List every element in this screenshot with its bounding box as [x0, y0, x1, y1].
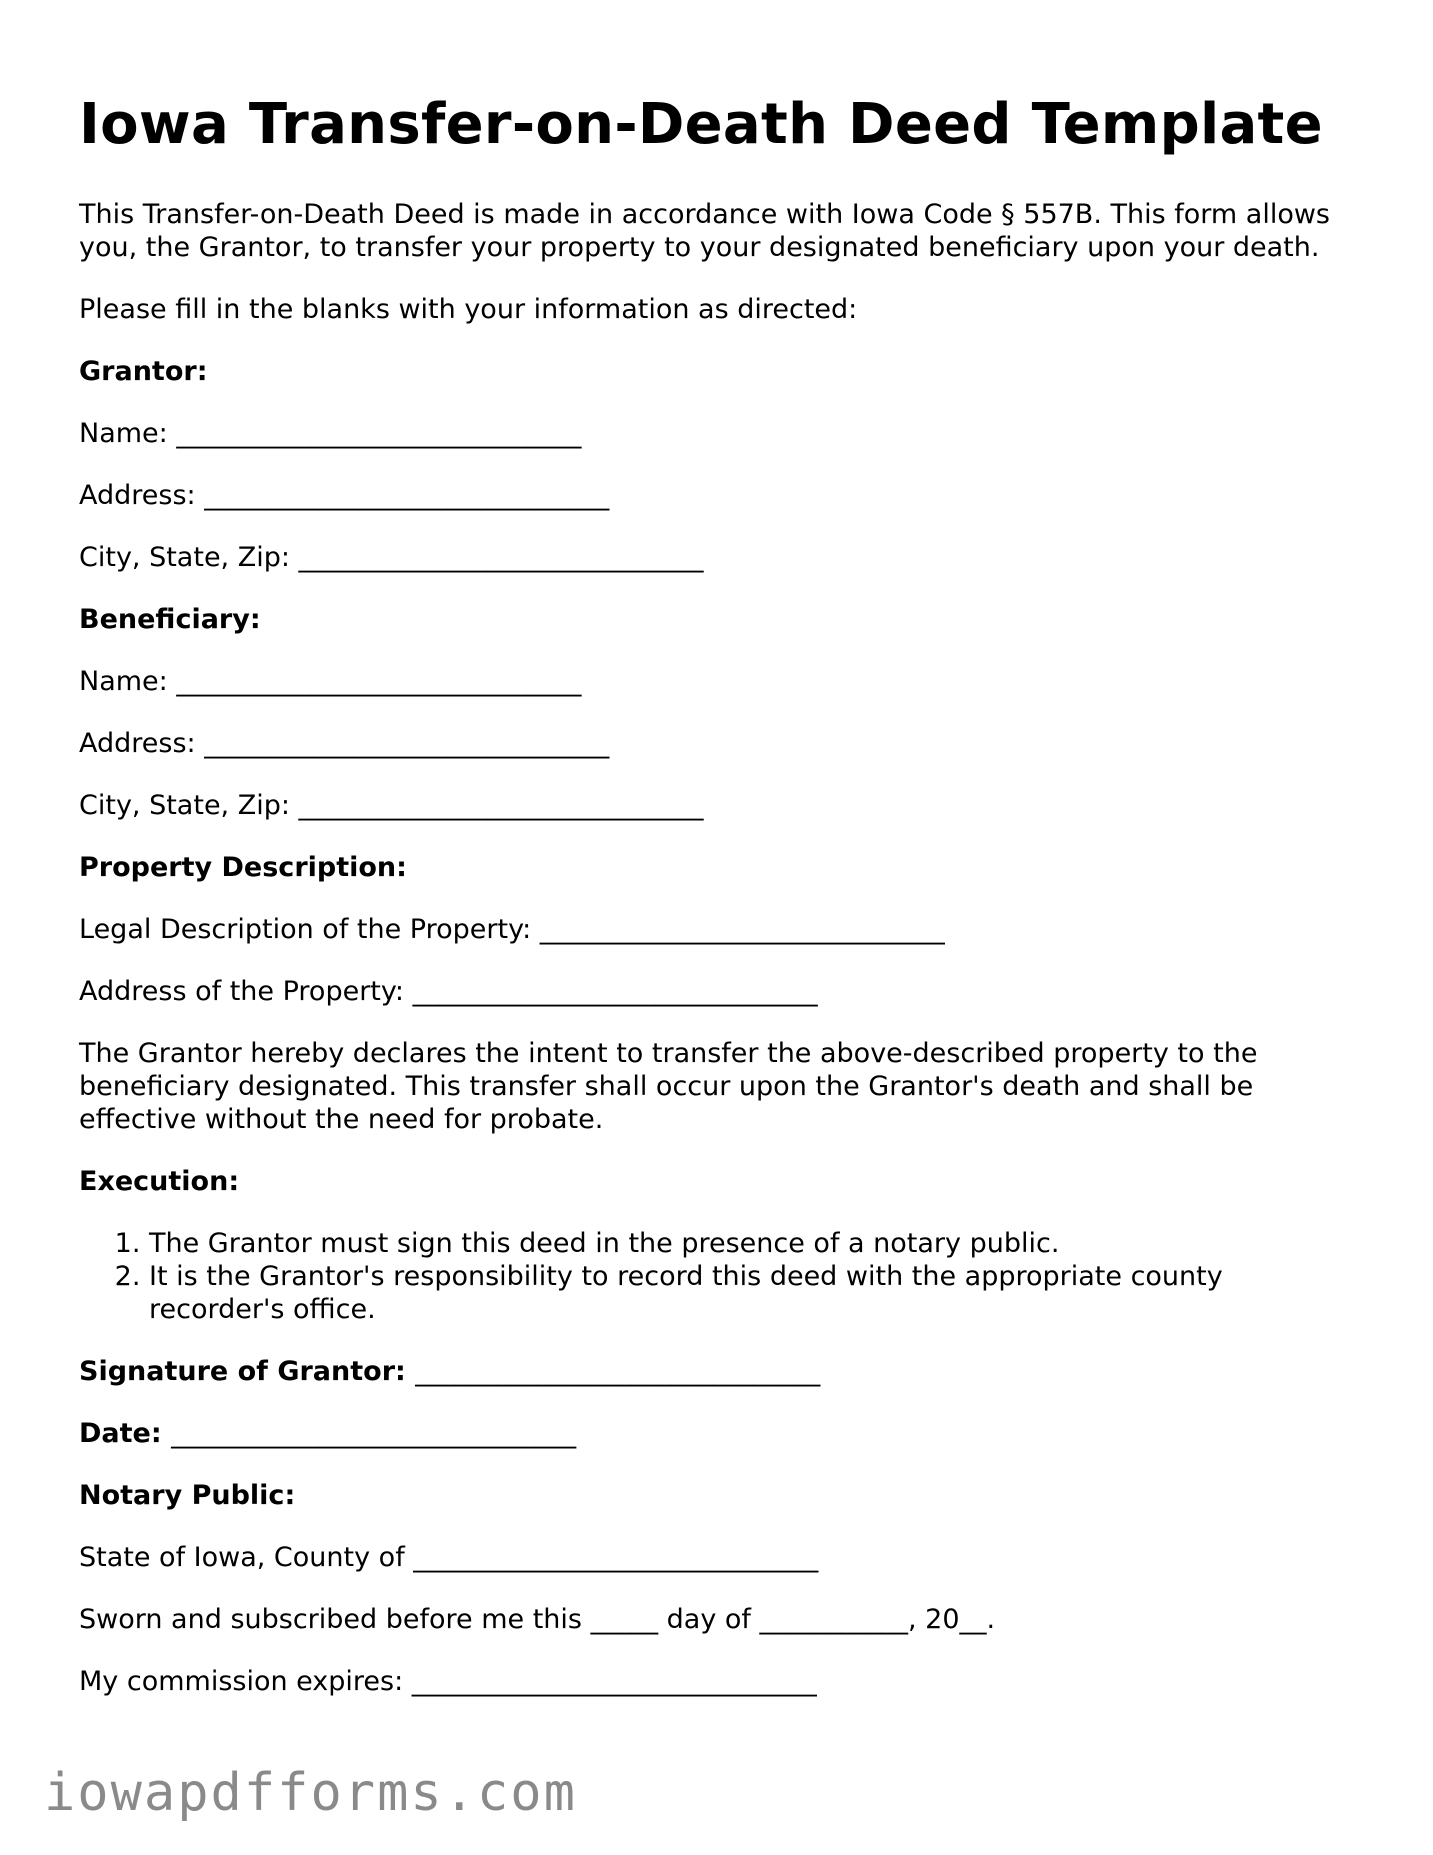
- instructions-paragraph: Please fill in the blanks with your information as directed:: [79, 294, 858, 325]
- grantor-city-line: [79, 541, 1369, 574]
- notary-commission-blank[interactable]: ______________________________: [411, 1666, 817, 1697]
- intro-paragraph: This Transfer-on-Death Deed is made in accordance with Iowa Code § 557B. This form allows you, the Grantor, to transfer your property to your designated beneficiary upon your death.: [79, 199, 1330, 263]
- property-legal-line: [79, 913, 1369, 946]
- beneficiary-name-label: Name:: [79, 666, 177, 697]
- document-title: Iowa Transfer-on-Death Deed Template: [79, 92, 1323, 157]
- notary-commission-line: [79, 1665, 1369, 1698]
- execution-item: 1. The Grantor must sign this deed in the presence of a notary public.: [149, 1227, 1339, 1260]
- grantor-address-label: Address:: [79, 480, 205, 511]
- declaration-paragraph: The Grantor hereby declares the intent to transfer the above-described property to the beneficiary designated. This transfer shall occur upon the Grantor's death and shall be effective without the need for probate.: [79, 1038, 1258, 1135]
- notary-commission-label: My commission expires:: [79, 1666, 412, 1697]
- property-address-line: [79, 975, 1369, 1008]
- execution-heading: Execution:: [79, 1166, 240, 1197]
- date-blank[interactable]: ______________________________: [171, 1418, 577, 1449]
- notary-heading: Notary Public:: [79, 1480, 296, 1511]
- property-legal-label: Legal Description of the Property:: [79, 914, 540, 945]
- date-line: [79, 1417, 1369, 1450]
- notary-county-blank[interactable]: ______________________________: [413, 1542, 819, 1573]
- beneficiary-name-blank[interactable]: ______________________________: [176, 666, 582, 697]
- signature-blank[interactable]: ______________________________: [415, 1356, 821, 1387]
- property-address-label: Address of the Property:: [79, 976, 413, 1007]
- document-page: [79, 92, 1369, 1698]
- grantor-address-blank[interactable]: ______________________________: [204, 480, 610, 511]
- beneficiary-city-label: City, State, Zip:: [79, 790, 299, 821]
- date-label: Date:: [79, 1418, 172, 1449]
- beneficiary-address-blank[interactable]: ______________________________: [204, 728, 610, 759]
- grantor-city-label: City, State, Zip:: [79, 542, 299, 573]
- signature-line: [79, 1355, 1369, 1388]
- grantor-name-blank[interactable]: ______________________________: [176, 418, 582, 449]
- grantor-city-blank[interactable]: ______________________________: [298, 542, 704, 573]
- beneficiary-address-line: [79, 727, 1369, 760]
- grantor-name-line: [79, 417, 1369, 450]
- beneficiary-address-label: Address:: [79, 728, 205, 759]
- notary-county-line: [79, 1541, 1369, 1574]
- execution-list: [79, 1227, 1339, 1326]
- signature-label: Signature of Grantor:: [79, 1356, 416, 1387]
- property-heading: Property Description:: [79, 852, 407, 883]
- execution-item: 2. It is the Grantor's responsibility to record this deed with the appropriate county recorder's office.: [149, 1260, 1339, 1326]
- grantor-heading: Grantor:: [79, 356, 208, 387]
- property-legal-blank[interactable]: ______________________________: [539, 914, 945, 945]
- beneficiary-city-line: [79, 789, 1369, 822]
- notary-county-label: State of Iowa, County of: [79, 1542, 414, 1573]
- beneficiary-city-blank[interactable]: ______________________________: [298, 790, 704, 821]
- grantor-address-line: [79, 479, 1369, 512]
- beneficiary-name-line: [79, 665, 1369, 698]
- notary-sworn-line[interactable]: Sworn and subscribed before me this _____ day of ___________, 20__.: [79, 1604, 996, 1635]
- site-watermark: iowapdfforms.com: [44, 1763, 577, 1823]
- property-address-blank[interactable]: ______________________________: [412, 976, 818, 1007]
- beneficiary-heading: Beneficiary:: [79, 604, 261, 635]
- grantor-name-label: Name:: [79, 418, 177, 449]
